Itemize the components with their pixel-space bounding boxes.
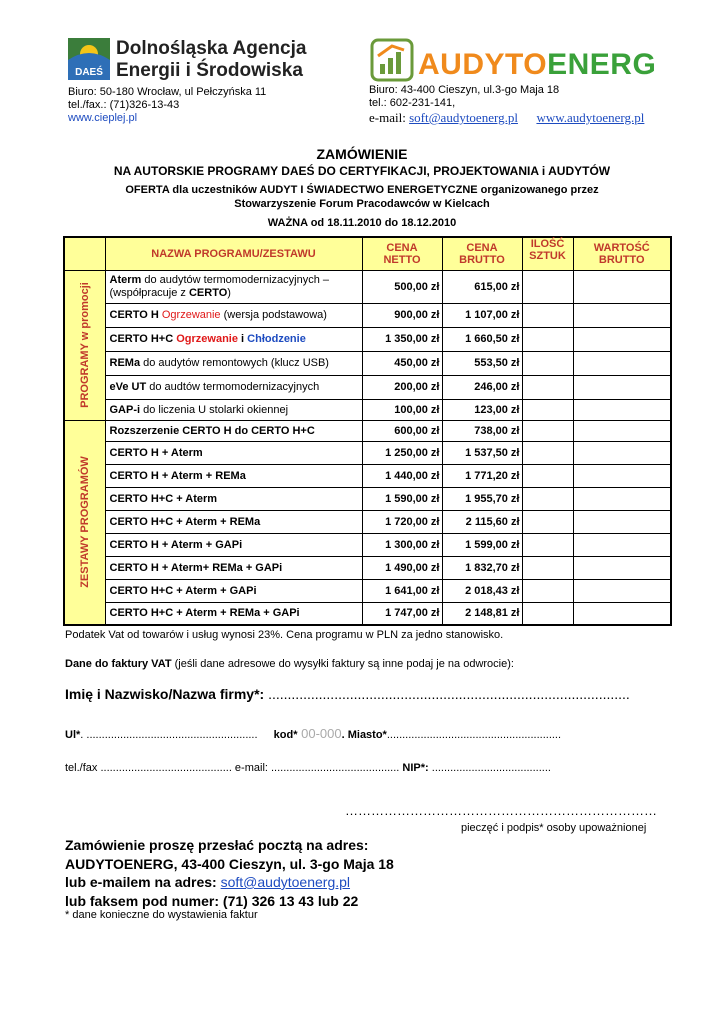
row-name: Rozszerzenie CERTO H do CERTO H+C: [105, 420, 362, 441]
code-label: kod*: [273, 729, 298, 741]
side-label-promo: PROGRAMY w promocji: [64, 270, 105, 420]
aud-phone: tel.: 602-231-141,: [369, 97, 456, 109]
daes-address: Biuro: 50-180 Wrocław, ul Pełczyńska 11: [68, 86, 267, 98]
table-row: [64, 464, 671, 487]
table-row: [64, 375, 671, 399]
row-value-input[interactable]: [573, 270, 671, 303]
daes-phone: tel./fax.: (71)326-13-43: [68, 99, 180, 111]
contact-row: [65, 762, 551, 775]
offer-line1: OFERTA dla uczestników AUDYT I ŚWIADECTWO ENERGETYCZNE organizowanego przez: [125, 184, 599, 196]
row-net: 900,00 zł: [362, 303, 442, 327]
row-net: 1 350,00 zł: [362, 327, 442, 351]
row-gross: 2 115,60 zł: [442, 510, 522, 533]
order-line4: lub faksem pod numer: (71) 326 13 43 lub 22: [65, 893, 359, 909]
row-value-input[interactable]: [573, 487, 671, 510]
table-row: [64, 602, 671, 625]
company-name-label: Imię i Nazwisko/Nazwa firmy*:: [65, 686, 265, 702]
row-value-input[interactable]: [573, 351, 671, 375]
row-name: CERTO H + Aterm+ REMa + GAPi: [105, 556, 362, 579]
offer-line2: Stowarzyszenie Forum Pracodawców w Kielcach: [234, 198, 490, 210]
row-net: 1 490,00 zł: [362, 556, 442, 579]
row-value-input[interactable]: [573, 602, 671, 625]
row-value-input[interactable]: [573, 579, 671, 602]
table-row: [64, 556, 671, 579]
company-name-field[interactable]: Imię i Nazwisko/Nazwa firmy*: .............................................................................................: [65, 686, 630, 702]
row-net: 1 300,00 zł: [362, 533, 442, 556]
required-note: * dane konieczne do wystawienia faktur: [65, 909, 258, 921]
row-qty-input[interactable]: [522, 579, 573, 602]
row-value-input[interactable]: [573, 510, 671, 533]
header-net: CENA NETTO: [362, 237, 442, 270]
street-label: Ul*: [65, 729, 81, 741]
row-name: CERTO H+C + Aterm + REMa: [105, 510, 362, 533]
daes-logo-icon: [68, 38, 110, 80]
table-row: [64, 303, 671, 327]
row-value-input[interactable]: [573, 441, 671, 464]
row-value-input[interactable]: [573, 399, 671, 420]
row-gross: 553,50 zł: [442, 351, 522, 375]
nip-label: NIP*:: [402, 762, 429, 774]
vat-note: Podatek Vat od towarów i usług wynosi 23%. Cena programu w PLN za jedno stanowisko.: [65, 629, 504, 641]
table-row: [64, 327, 671, 351]
row-value-input[interactable]: [573, 327, 671, 351]
header-qty: ILOŚĆ SZTUK: [522, 237, 573, 270]
aud-www-link[interactable]: www.audytoenerg.pl: [536, 110, 645, 125]
row-gross: 1 599,00 zł: [442, 533, 522, 556]
header-corner: [64, 237, 105, 270]
row-value-input[interactable]: [573, 556, 671, 579]
aud-email-label: e-mail:: [369, 110, 406, 125]
table-row: [64, 441, 671, 464]
signature-caption: pieczęć i podpis* osoby upoważnionej: [461, 822, 647, 834]
row-net: 1 250,00 zł: [362, 441, 442, 464]
row-net: 450,00 zł: [362, 351, 442, 375]
phone-label: tel./fax: [65, 762, 98, 774]
row-name-certo-h: CERTO H Ogrzewanie (wersja podstawowa): [105, 303, 362, 327]
order-email-link[interactable]: soft@audytoenerg.pl: [220, 874, 351, 890]
signature-line[interactable]: ………………………………………………………………: [345, 803, 657, 818]
nip-field[interactable]: .......................................: [428, 762, 551, 774]
row-gross: 246,00 zł: [442, 375, 522, 399]
row-gross: 1 107,00 zł: [442, 303, 522, 327]
audytoenerg-logo: [370, 38, 660, 86]
row-gross: 1 832,70 zł: [442, 556, 522, 579]
row-net: 100,00 zł: [362, 399, 442, 420]
row-name: CERTO H + Aterm: [105, 441, 362, 464]
row-gross: 615,00 zł: [442, 270, 522, 303]
row-qty-input[interactable]: [522, 303, 573, 327]
row-gross: 2 148,81 zł: [442, 602, 522, 625]
price-table: [63, 236, 672, 626]
row-qty-input[interactable]: [522, 602, 573, 625]
row-gross: 1 660,50 zł: [442, 327, 522, 351]
page-subtitle: NA AUTORSKIE PROGRAMY DAEŚ DO CERTYFIKACJI, PROJEKTOWANIA i AUDYTÓW: [113, 164, 611, 178]
audytoenerg-logo-icon: [370, 38, 414, 82]
row-name-gapi: GAP-i do liczenia U stolarki okiennej: [105, 399, 362, 420]
row-net: 1 440,00 zł: [362, 464, 442, 487]
row-net: 1 747,00 zł: [362, 602, 442, 625]
row-name: CERTO H + Aterm + REMa: [105, 464, 362, 487]
row-net: 1 590,00 zł: [362, 487, 442, 510]
row-name: CERTO H + Aterm + GAPi: [105, 533, 362, 556]
street-field[interactable]: . ........................................................: [80, 729, 258, 741]
row-net: 500,00 zł: [362, 270, 442, 303]
row-name-eve: eVe UT do audtów termomodernizacyjnych: [105, 375, 362, 399]
row-name: CERTO H+C + Aterm + REMa + GAPi: [105, 602, 362, 625]
row-qty-input[interactable]: [522, 510, 573, 533]
daes-title-line1: Dolnośląska Agencja: [116, 38, 307, 59]
table-row: [64, 420, 671, 441]
row-name-certo-hc: CERTO H+C Ogrzewanie i Chłodzenie: [105, 327, 362, 351]
table-row: [64, 399, 671, 420]
row-net: 200,00 zł: [362, 375, 442, 399]
daes-title-line2: Energii i Środowiska: [116, 60, 303, 81]
row-gross: 738,00 zł: [442, 420, 522, 441]
row-qty-input[interactable]: [522, 441, 573, 464]
city-label: . Miasto*: [341, 729, 387, 741]
row-name: CERTO H+C + Aterm: [105, 487, 362, 510]
row-gross: 1 537,50 zł: [442, 441, 522, 464]
row-gross: 1 771,20 zł: [442, 464, 522, 487]
row-net: 600,00 zł: [362, 420, 442, 441]
order-line3: lub e-mailem na adres: soft@audytoenerg.pl: [65, 874, 351, 890]
row-qty-input[interactable]: [522, 351, 573, 375]
header-value: WARTOŚĆ BRUTTO: [573, 237, 671, 270]
row-value-input[interactable]: [573, 375, 671, 399]
table-row: [64, 351, 671, 375]
row-qty-input[interactable]: [522, 375, 573, 399]
row-gross: 1 955,70 zł: [442, 487, 522, 510]
order-line1: Zamówienie proszę przesłać pocztą na adres:: [65, 837, 369, 853]
row-name: CERTO H+C + Aterm + GAPi: [105, 579, 362, 602]
aud-email-link[interactable]: soft@audytoenerg.pl: [409, 110, 518, 125]
header-gross: CENA BRUTTO: [442, 237, 522, 270]
row-qty-input[interactable]: [522, 327, 573, 351]
daes-logo-text: DAEŚ: [75, 67, 103, 78]
table-row: [64, 533, 671, 556]
row-qty-input[interactable]: [522, 556, 573, 579]
row-value-input[interactable]: [573, 464, 671, 487]
row-qty-input[interactable]: [522, 533, 573, 556]
table-row: [64, 579, 671, 602]
row-net: 1 720,00 zł: [362, 510, 442, 533]
table-row: [64, 270, 671, 303]
table-row: [64, 487, 671, 510]
daes-www-link[interactable]: www.cieplej.pl: [68, 112, 138, 124]
row-name-aterm: Aterm do audytów termomodernizacyjnych – (współpracuje z CERTO): [105, 270, 362, 303]
order-line2: AUDYTOENERG, 43-400 Cieszyn, ul. 3-go Maja 18: [65, 856, 394, 872]
row-qty-input[interactable]: [522, 420, 573, 441]
row-value-input[interactable]: [573, 533, 671, 556]
row-qty-input[interactable]: [522, 270, 573, 303]
row-value-input[interactable]: [573, 420, 671, 441]
side-label-sets: ZESTAWY PROGRAMÓW: [64, 420, 105, 625]
city-field[interactable]: .........................................................: [386, 729, 562, 741]
row-qty-input[interactable]: [522, 399, 573, 420]
aud-email-line: [369, 110, 644, 126]
page-title: ZAMÓWIENIE: [316, 146, 408, 162]
invoice-heading: Dane do faktury VAT (jeśli dane adresowe do wysyłki faktury są inne podaj je na odwrocie):: [65, 658, 514, 670]
table-header-row: [64, 237, 671, 270]
daes-logo: [68, 38, 328, 82]
row-value-input[interactable]: [573, 303, 671, 327]
row-qty-input[interactable]: [522, 464, 573, 487]
address-row: [65, 727, 561, 742]
audytoenerg-logo-text: AUDYTOENERG: [418, 48, 657, 81]
postal-code-field[interactable]: 00-000: [297, 726, 342, 741]
valid-dates: WAŻNA od 18.11.2010 do 18.12.2010: [267, 217, 457, 229]
row-name-rema: REMa do audytów remontowych (klucz USB): [105, 351, 362, 375]
header-name: NAZWA PROGRAMU/ZESTAWU: [105, 237, 362, 270]
row-gross: 2 018,43 zł: [442, 579, 522, 602]
row-qty-input[interactable]: [522, 487, 573, 510]
row-gross: 123,00 zł: [442, 399, 522, 420]
table-row: [64, 510, 671, 533]
aud-address: Biuro: 43-400 Cieszyn, ul.3-go Maja 18: [369, 84, 560, 96]
phone-email-fields[interactable]: ........................................... e-mail: ..........................................: [97, 762, 403, 774]
row-net: 1 641,00 zł: [362, 579, 442, 602]
